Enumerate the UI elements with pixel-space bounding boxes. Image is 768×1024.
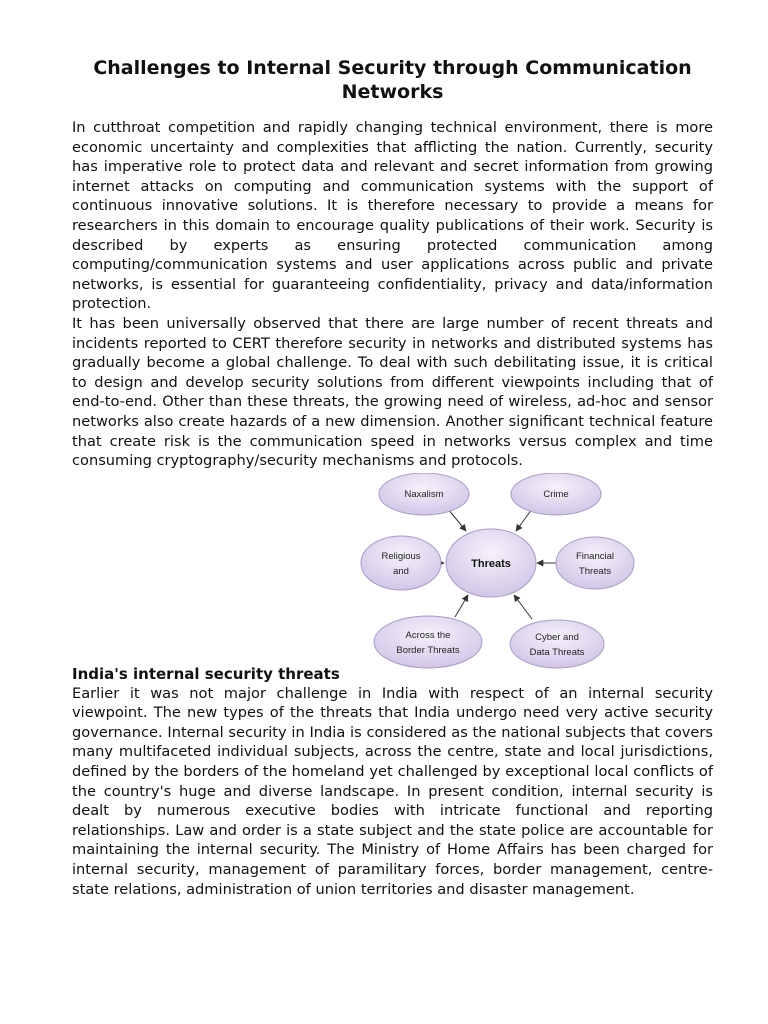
node-threats-center — [446, 529, 536, 597]
page-title: Challenges to Internal Security through Communication Networks — [93, 57, 692, 103]
arrow-naxalism — [448, 509, 466, 531]
node-religious — [361, 536, 441, 590]
node-border-label-1: Across the — [405, 629, 451, 641]
section-paragraph: Earlier it was not major challenge in India with respect of an internal security viewpoint. The new types of the threats that India undergo need very active security governance. Internal security in India is considered as the national subjects that covers many multifaceted individual subjects, across the centre, state and local jurisdictions, defined by the borders of the homeland yet challenged by exceptional local conflicts of the country's huge and diverse landscape. In present condition, internal security is dealt by numerous executive bodies with intricate functional and reporting relationships. Law and order is a state subject and the state police are accountable for maintaining the internal security. The Ministry of Home Affairs has been charged for internal security, management of paramilitary forces, border management, centre-state relations, administration of union territories and disaster management. — [72, 684, 713, 898]
node-naxalism — [379, 473, 469, 515]
node-financial-label-1: Financial — [575, 550, 615, 562]
document-page — [72, 56, 713, 899]
node-financial-label-2: Threats — [578, 565, 612, 577]
node-crime — [511, 473, 601, 515]
arrow-cyber — [514, 595, 532, 619]
node-naxalism-label: Naxalism — [404, 488, 444, 500]
threats-diagram-svg — [72, 473, 713, 669]
node-religious-label-1: Religious — [381, 550, 421, 562]
node-crime-label: Crime — [543, 488, 569, 500]
node-cyber-label-1: Cyber and — [535, 631, 579, 643]
threats-diagram — [72, 473, 713, 669]
arrow-border — [455, 595, 468, 617]
node-threats-center-label: Threats — [471, 557, 511, 570]
arrow-crime — [516, 509, 532, 531]
intro-paragraph-2: It has been universally observed that there are large number of recent threats and incidents reported to CERT therefore security in networks and distributed systems has gradually become a global challenge. To deal with such debilitating issue, it is critical to design and develop security solutions from different viewpoints including that of end-to-end. Other than these threats, the growing need of wireless, ad-hoc and sensor networks also create hazards of a new dimension. Another significant technical feature that create risk is the communication speed in networks versus complex and time consuming cryptography/security mechanisms and protocols. — [72, 314, 713, 470]
intro-paragraph-1: In cutthroat competition and rapidly changing technical environment, there is more economic uncertainty and complexities that afflicting the nation. Currently, security has imperative role to protect data and relevant and secret information from growing internet attacks on computing and communication systems with the support of continuous innovative solutions. It is therefore necessary to provide a means for researchers in this domain to encourage quality publications of their work. Security is described by experts as ensuring protected communication among computing/communication systems and user applications across public and private networks, is essential for guaranteeing confidentiality, privacy and data/information protection. — [72, 119, 713, 313]
node-border-label-2: Border Threats — [396, 644, 460, 656]
node-financial — [556, 537, 634, 589]
node-religious-label-2: and — [393, 565, 409, 577]
node-cyber — [510, 620, 604, 668]
node-cyber-label-2: Data Threats — [529, 646, 585, 658]
section-heading: India's internal security threats — [72, 664, 340, 683]
node-border — [374, 616, 482, 668]
